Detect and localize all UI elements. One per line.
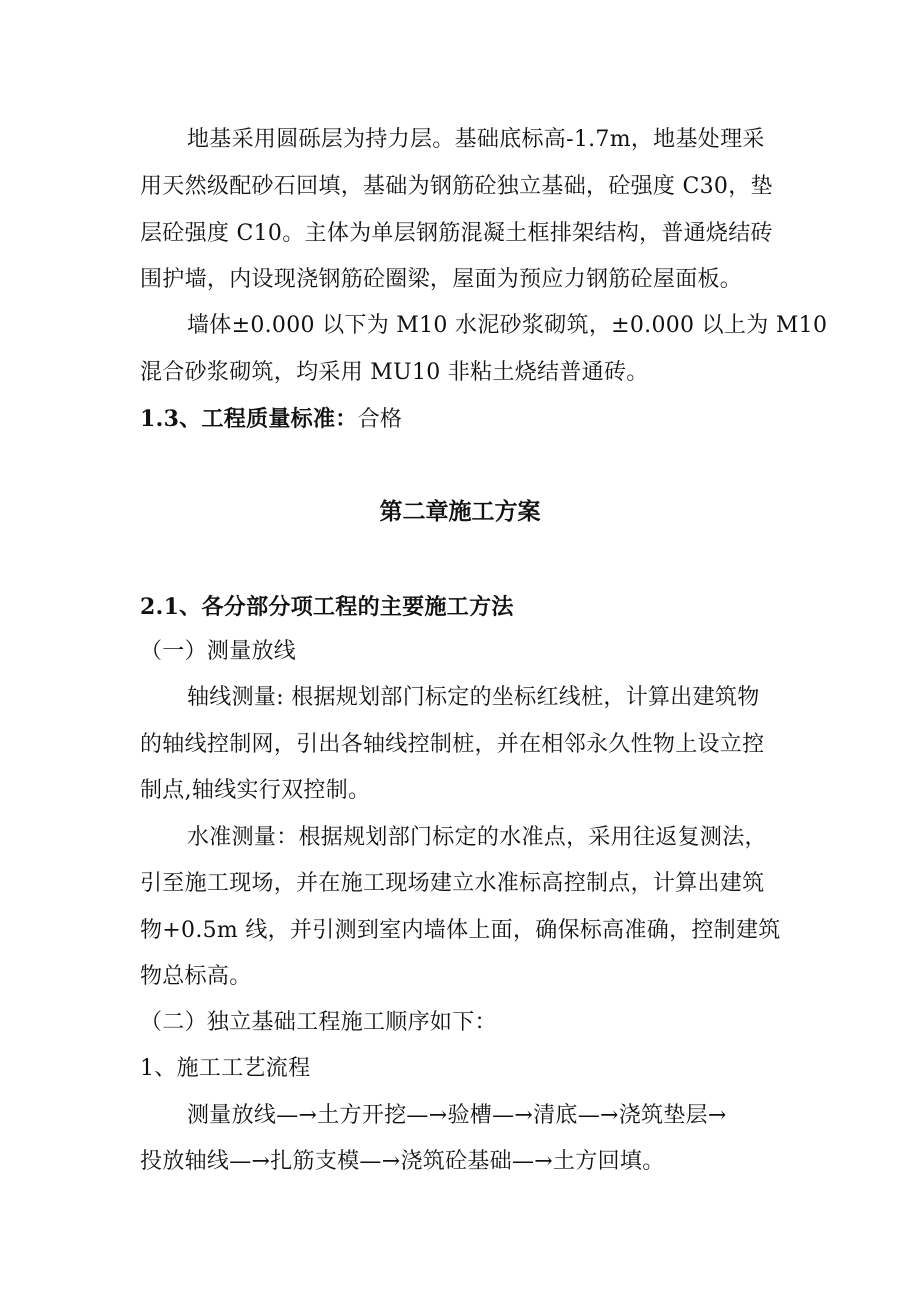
chapter-title: 第二章施工方案 <box>379 498 541 525</box>
paragraph-foundation-line-4: 围护墙，内设现浇钢筋砼圈梁，屋面为预应力钢筋砼屋面板。 <box>140 267 743 292</box>
paragraph-wall-line-1: 墙体±0.000 以下为 M10 水泥砂浆砌筑，±0.000 以上为 M10 <box>187 313 828 338</box>
quality-standard-label: 1.3、工程质量标准： <box>140 406 358 432</box>
level-survey-line-3: 物+0.5m 线，并引测到室内墙体上面，确保标高准确，控制建筑 <box>140 918 781 943</box>
quality-standard <box>140 404 402 435</box>
level-survey-line-2: 引至施工现场，并在施工现场建立水准标高控制点，计算出建筑 <box>140 871 765 896</box>
subsection-heading-foundation: （二）独立基础工程施工顺序如下： <box>140 1010 497 1035</box>
quality-standard-value: 合格 <box>357 407 403 432</box>
axis-survey-line-3: 制点,轴线实行双控制。 <box>140 778 371 803</box>
list-item-process-flow: 1、施工工艺流程 <box>140 1056 311 1081</box>
paragraph-wall-line-2: 混合砂浆砌筑，均采用 MU10 非粘土烧结普通砖。 <box>140 360 649 385</box>
axis-survey-line-1: 轴线测量: 根据规划部门标定的坐标红线桩，计算出建筑物 <box>187 685 760 710</box>
section-heading-2-1: 2.1、各分部分项工程的主要施工方法 <box>140 594 514 620</box>
process-flow-line-2: 投放轴线—→扎筋支模—→浇筑砼基础—→土方回填。 <box>140 1149 665 1174</box>
level-survey-line-1: 水准测量：根据规划部门标定的水准点，采用往返复测法， <box>187 825 767 850</box>
paragraph-foundation-line-3: 层砼强度 C10。主体为单层钢筋混凝土框排架结构，普通烧结砖 <box>140 221 773 246</box>
paragraph-foundation-line-1: 地基采用圆砾层为持力层。基础底标高-1.7m，地基处理采 <box>187 127 765 152</box>
process-flow-line-1: 测量放线—→土方开挖—→验槽—→清底—→浇筑垫层→ <box>187 1103 727 1128</box>
subsection-heading-survey: （一）测量放线 <box>140 639 297 664</box>
paragraph-foundation-line-2: 用天然级配砂石回填，基础为钢筋砼独立基础，砼强度 C30，垫 <box>140 174 773 199</box>
level-survey-line-4: 物总标高。 <box>140 964 252 989</box>
axis-survey-line-2: 的轴线控制网，引出各轴线控制桩，并在相邻永久性物上设立控 <box>140 732 765 757</box>
